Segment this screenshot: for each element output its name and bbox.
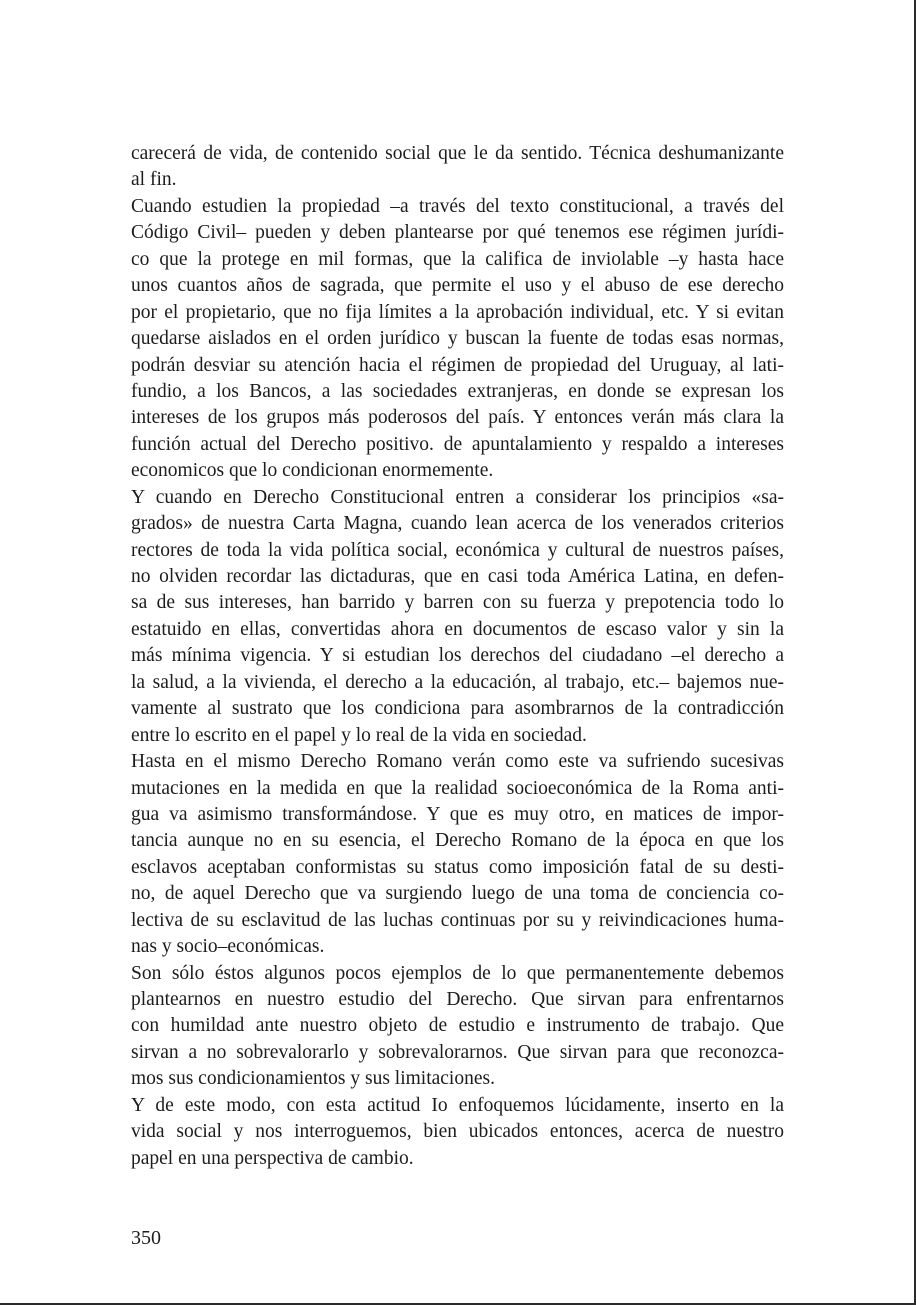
text-line: economicos que lo condicionan enormemente. <box>131 460 494 482</box>
paragraph <box>131 1093 784 1172</box>
text-line: por el propietario, que no fija límites a la aprobación individual, etc. Y si evitan <box>131 301 784 323</box>
body-text <box>131 141 784 1172</box>
text-line: co que la protege en mil formas, que la califica de inviolable –y hasta hace <box>131 248 784 270</box>
text-line: estatuido en ellas, convertidas ahora en documentos de escaso valor y sin la <box>131 618 784 640</box>
text-line: vida social y nos interroguemos, bien ubicados entonces, acerca de nuestro <box>131 1121 784 1143</box>
text-line: quedarse aislados en el orden jurídico y buscan la fuente de todas esas normas, <box>131 328 784 350</box>
page-number: 350 <box>131 1227 161 1249</box>
text-line: rectores de toda la vida política social, económica y cultural de nuestros países, <box>131 539 784 561</box>
paragraph <box>131 961 784 1093</box>
text-line: Y de este modo, con esta actitud Io enfoquemos lúcidamente, inserto en la <box>131 1094 784 1116</box>
text-line: función actual del Derecho positivo. de apuntalamiento y respaldo a intereses <box>131 433 784 455</box>
text-line: nas y socio–económicas. <box>131 936 325 958</box>
text-line: esclavos aceptaban conformistas su status como imposición fatal de su desti- <box>131 856 784 878</box>
text-line: no olviden recordar las dictaduras, que en casi toda América Latina, en defen- <box>131 566 784 587</box>
paragraph <box>131 141 784 194</box>
paragraph <box>131 194 784 485</box>
text-line: plantearnos en nuestro estudio del Derecho. Que sirvan para enfrentarnos <box>131 989 784 1010</box>
text-line: Son sólo éstos algunos pocos ejemplos de lo que permanentemente debemos <box>131 962 784 984</box>
text-line: la salud, a la vivienda, el derecho a la educación, al trabajo, etc.– bajemos nue- <box>131 671 784 693</box>
text-line: vamente al sustrato que los condiciona para asombrarnos de la contradicción <box>131 698 784 720</box>
paragraph <box>131 485 784 749</box>
text-line: tancia aunque no en su esencia, el Derecho Romano de la época en que los <box>131 830 784 852</box>
text-line: podrán desviar su atención hacia el régimen de propiedad del Uruguay, al lati- <box>131 354 784 376</box>
text-line: intereses de los grupos más poderosos del país. Y entonces verán más clara la <box>131 407 784 429</box>
text-line: mutaciones en la medida en que la realidad socioeconómica de la Roma anti- <box>131 777 784 799</box>
text-line: mos sus condicionamientos y sus limitaciones. <box>131 1068 495 1090</box>
text-line: con humildad ante nuestro objeto de estudio e instrumento de trabajo. Que <box>131 1015 784 1037</box>
text-line: unos cuantos años de sagrada, que permite el uso y el abuso de ese derecho <box>131 275 784 297</box>
text-line: sa de sus intereses, han barrido y barren con su fuerza y prepotencia todo lo <box>131 592 784 614</box>
text-line: grados» de nuestra Carta Magna, cuando lean acerca de los venerados criterios <box>131 513 784 535</box>
text-line: Cuando estudien la propiedad –a través del texto constitucional, a través del <box>131 195 784 217</box>
text-line: Y cuando en Derecho Constitucional entren a considerar los principios «sa- <box>131 486 784 508</box>
text-line: Código Civil– pueden y deben plantearse por qué tenemos ese régimen jurídi- <box>131 222 784 244</box>
text-line: entre lo escrito en el papel y lo real de la vida en sociedad. <box>131 724 587 746</box>
text-line: al fin. <box>131 169 177 191</box>
text-line: Hasta en el mismo Derecho Romano verán como este va sufriendo sucesivas <box>131 751 784 773</box>
text-line: no, de aquel Derecho que va surgiendo luego de una toma de conciencia co- <box>131 883 784 905</box>
text-line: fundio, a los Bancos, a las sociedades extranjeras, en donde se expresan los <box>131 380 784 402</box>
text-line: gua va asimismo transformándose. Y que es muy otro, en matices de impor- <box>131 803 784 825</box>
text-line: papel en una perspectiva de cambio. <box>131 1147 414 1169</box>
paragraph <box>131 749 784 961</box>
text-line: más mínima vigencia. Y si estudian los derechos del ciudadano –el derecho a <box>131 645 784 667</box>
text-line: carecerá de vida, de contenido social que le da sentido. Técnica deshumanizante <box>131 143 784 164</box>
text-line: sirvan a no sobrevalorarlo y sobrevalorarnos. Que sirvan para que reconozca- <box>131 1041 784 1063</box>
text-line: lectiva de su esclavitud de las luchas continuas por su y reivindicaciones huma- <box>131 909 784 931</box>
